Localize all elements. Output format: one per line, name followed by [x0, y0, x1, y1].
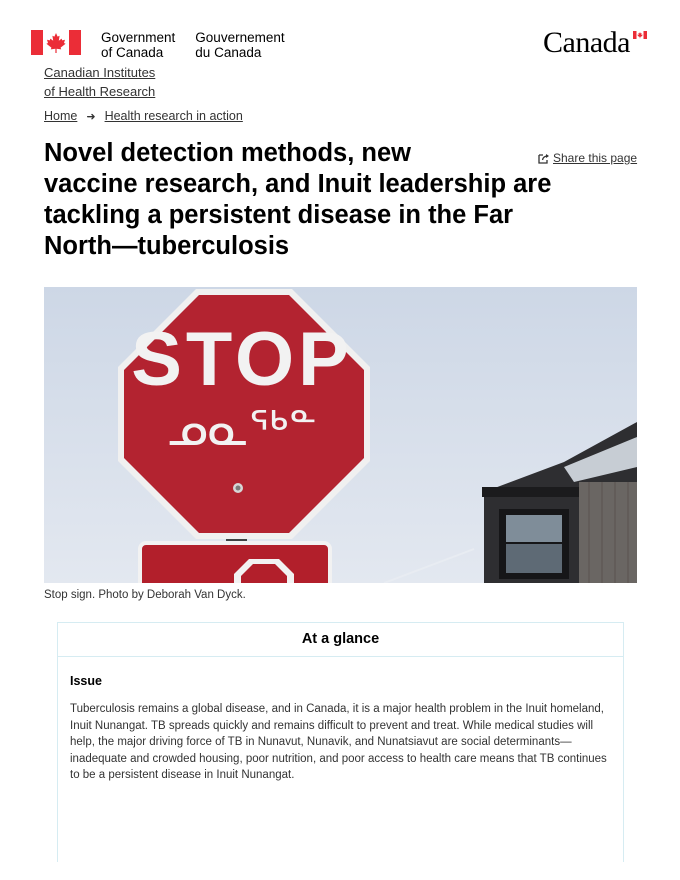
- institute-line2: of Health Research: [44, 84, 156, 99]
- canada-flag-icon: [31, 30, 81, 55]
- signature-en-line1: Government: [101, 30, 176, 45]
- at-a-glance-panel: [57, 622, 624, 862]
- title-line4: North—tuberculosis: [44, 232, 290, 260]
- institute-name[interactable]: [44, 63, 155, 101]
- signature-fr-line2: du Canada: [195, 45, 262, 60]
- wordmark-flag-icon: [633, 31, 647, 39]
- at-a-glance-body: [58, 657, 623, 784]
- at-a-glance-heading: At a glance: [58, 623, 623, 657]
- signature-fr-line1: Gouvernement: [195, 30, 285, 45]
- breadcrumb: [44, 109, 243, 123]
- share-this-page[interactable]: [538, 151, 637, 165]
- signature-en-line2: of Canada: [101, 45, 164, 60]
- wordmark-text: Canada: [543, 26, 630, 59]
- image-sign-text: STOP: [131, 317, 353, 402]
- title-line2: vaccine research, and Inuit leadership are: [44, 170, 552, 198]
- signature-french: [195, 30, 284, 60]
- share-icon: [538, 153, 550, 164]
- image-caption: Stop sign. Photo by Deborah Van Dyck.: [44, 589, 246, 601]
- issue-text: Tuberculosis remains a global disease, and in Canada, it is a major health problem in the Inuit homeland, Inuit Nunangat. TB spreads quickly and remains difficult to prevent and treat. While medical studies will help, the major driving force of TB in Nunavut, Nunavik, and Nunatsiavut are social determinants—inadequate and crowded housing, poor nutrition, and poor access to health care means that TB continues to be a persistent disease in Inuit Nunangat.: [70, 703, 607, 781]
- institute-link[interactable]: [44, 65, 155, 99]
- title-line3: tackling a persistent disease in the Far: [44, 201, 514, 229]
- breadcrumb-home[interactable]: Home: [44, 109, 78, 123]
- share-link[interactable]: Share this page: [553, 151, 638, 165]
- breadcrumb-arrow-icon: ➜: [86, 110, 96, 123]
- canada-wordmark: [543, 28, 630, 58]
- article-image: [44, 287, 637, 583]
- institute-line1: Canadian Institutes: [44, 65, 156, 80]
- image-sign-syllabics: ᓄᓇᖅᓐ: [166, 401, 318, 457]
- signature-english: [101, 30, 175, 60]
- issue-heading: Issue: [70, 674, 102, 688]
- government-signature[interactable]: [31, 30, 285, 60]
- page-title: [44, 138, 624, 262]
- title-line1: Novel detection methods, new: [44, 139, 411, 167]
- breadcrumb-health-research[interactable]: Health research in action: [104, 109, 243, 123]
